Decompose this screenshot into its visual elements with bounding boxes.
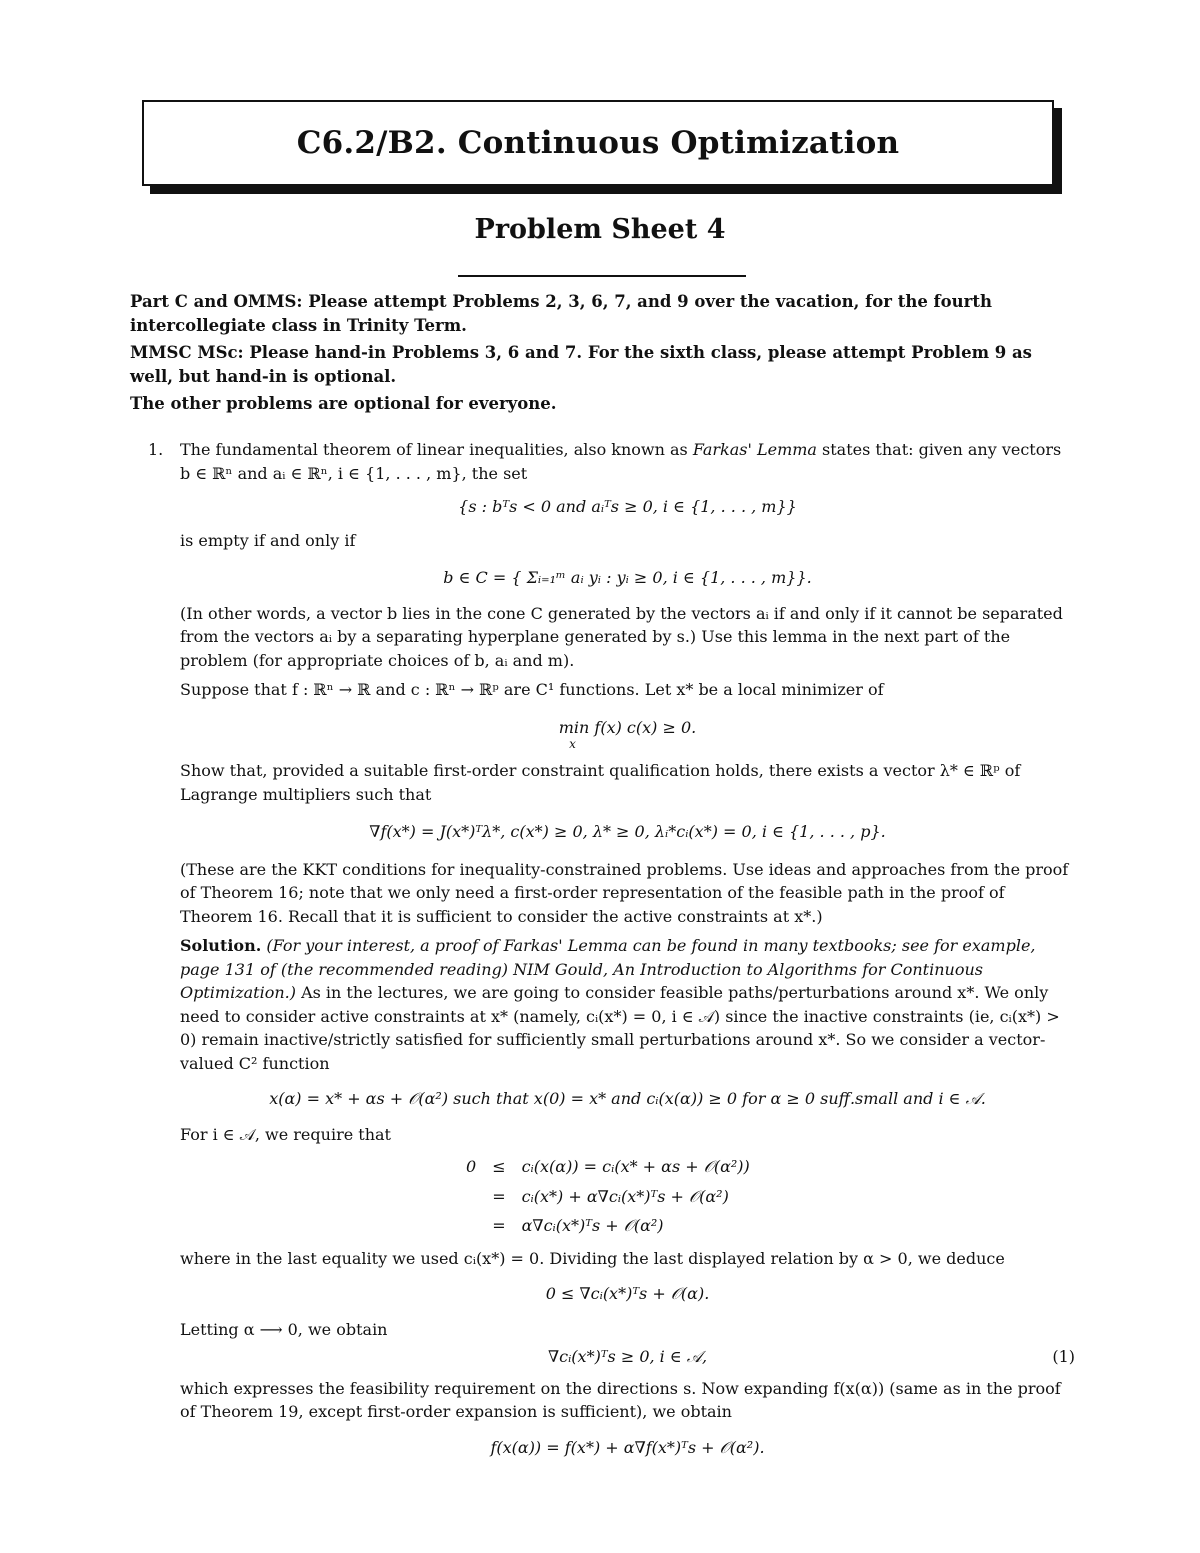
solution: Solution. (For your interest, a proof of Farkas' Lemma can be found in many textbooks; see for example, page 131 of (the recommended reading) NIM Gould, An Introduction to Algorithms for Continuous Optimization.) As in the lectures, we are going to consider feasible paths/perturbations around x*. We only need to consider active constraints at x* (namely, cᵢ(x*) = 0, i ∈ 𝒜) since the inactive constraints (ie, cᵢ(x*) > 0) remain inactive/strictly satisfied for sufficiently small perturbations around x*. So we consider a vector-valued C² function [180, 936, 1060, 1073]
solution-label: Solution. [180, 936, 262, 955]
problem-1 [148, 438, 1075, 1471]
equation-divided: 0 ≤ ∇cᵢ(x*)ᵀs + 𝒪(α). [545, 1284, 710, 1303]
instruction-mmsc: MMSC MSc: Please hand-in Problems 3, 6 and 7. For the sixth class, please attempt Problem 9 as well, but hand-in is optional. [130, 343, 1032, 386]
equation-kkt: ∇f(x*) = J(x*)ᵀλ*, c(x*) ≥ 0, λ* ≥ 0, λᵢ*cᵢ(x*) = 0, i ∈ {1, . . . , p}. [369, 822, 886, 841]
paragraph: Show that, provided a suitable first-order constraint qualification holds, there exists a vector λ* ∈ ℝᵖ of Lagrange multipliers such that [180, 761, 1021, 804]
paragraph: Letting α ⟶ 0, we obtain [180, 1319, 388, 1339]
equation-min: min f(x) c(x) ≥ 0. x [180, 716, 1075, 750]
instruction-other: The other problems are optional for everyone. [130, 394, 557, 413]
paragraph: For i ∈ 𝒜, we require that [180, 1124, 391, 1144]
aligned-equations [458, 1152, 758, 1241]
paragraph: (In other words, a vector b lies in the cone C generated by the vectors aᵢ if and only if it cannot be separated from the vectors aᵢ by a separating hyperplane generated by s.) Use this lemma in the next part of the problem (for appropriate choices of b, aᵢ and m). [180, 603, 1063, 670]
paragraph: which expresses the feasibility requirement on the directions s. Now expanding f(x(α)) (same as in the proof of Theorem 19, except first-order expansion is sufficient), we obtain [180, 1378, 1061, 1421]
farkas-lemma: Farkas' Lemma [692, 440, 817, 459]
problem-statement: 1. The fundamental theorem of linear inequalities, also known as Farkas' Lemma states that: given any vectors b ∈ ℝⁿ and aᵢ ∈ ℝⁿ, i ∈ {1, . . . , m}, the set [148, 440, 1062, 483]
paragraph: is empty if and only if [180, 530, 356, 550]
paragraph: Suppose that f : ℝⁿ → ℝ and c : ℝⁿ → ℝᵖ are C¹ functions. Let x* be a local minimizer of [180, 680, 884, 699]
min-subscript: x [569, 737, 576, 751]
equation-path: x(α) = x* + αs + 𝒪(α²) such that x(0) = x* and cᵢ(x(α)) ≥ 0 for α ≥ 0 suff.small and i ∈ 𝒜. [269, 1089, 986, 1108]
equation-set: {s : bᵀs < 0 and aᵢᵀs ≥ 0, i ∈ {1, . . . , m}} [458, 497, 797, 516]
paragraph: where in the last equality we used cᵢ(x*) = 0. Dividing the last displayed relation by α > 0, we deduce [180, 1248, 1005, 1268]
page-title: C6.2/B2. Continuous Optimization [296, 125, 900, 161]
instruction-part-c: Part C and OMMS: Please attempt Problems 2, 3, 6, 7, and 9 over the vacation, for the fourth intercollegiate class in Trinity Term. [130, 292, 992, 335]
equation-expansion: f(x(α)) = f(x*) + α∇f(x*)ᵀs + 𝒪(α²). [490, 1437, 765, 1457]
equation-cone: b ∈ C = { Σᵢ₌₁ᵐ aᵢ yᵢ : yᵢ ≥ 0, i ∈ {1, . . . , m}}. [443, 568, 812, 587]
paragraph: (These are the KKT conditions for inequality-constrained problems. Use ideas and approaches from the proof of Theorem 16; note that we only need a first-order representation of the feasible path in the proof of Theorem 16. Recall that it is sufficient to consider the active constraints at x*.) [180, 859, 1069, 926]
aligned-row: = α∇cᵢ(x*)ᵀs + 𝒪(α²) [492, 1216, 664, 1235]
equation-number: (1) [1052, 1347, 1075, 1366]
sheet-subtitle: Problem Sheet 4 [474, 214, 726, 245]
title-box [142, 100, 1054, 186]
aligned-row: = cᵢ(x*) + α∇cᵢ(x*)ᵀs + 𝒪(α²) [492, 1186, 729, 1206]
solution-note: (For your interest, a proof of Farkas' Lemma can be found in many textbooks; see for example, page 131 of (the recommended reading) NIM Gould, An Introduction to Algorithms for Continuous Optimization.) [180, 936, 1036, 1002]
divider [458, 275, 746, 277]
instructions [130, 290, 1075, 419]
aligned-row: 0 ≤ cᵢ(x(α)) = cᵢ(x* + αs + 𝒪(α²)) [466, 1157, 750, 1176]
problem-number: 1. [148, 440, 164, 459]
equation-feasibility: ∇cᵢ(x*)ᵀs ≥ 0, i ∈ 𝒜, (1) [180, 1345, 1075, 1369]
